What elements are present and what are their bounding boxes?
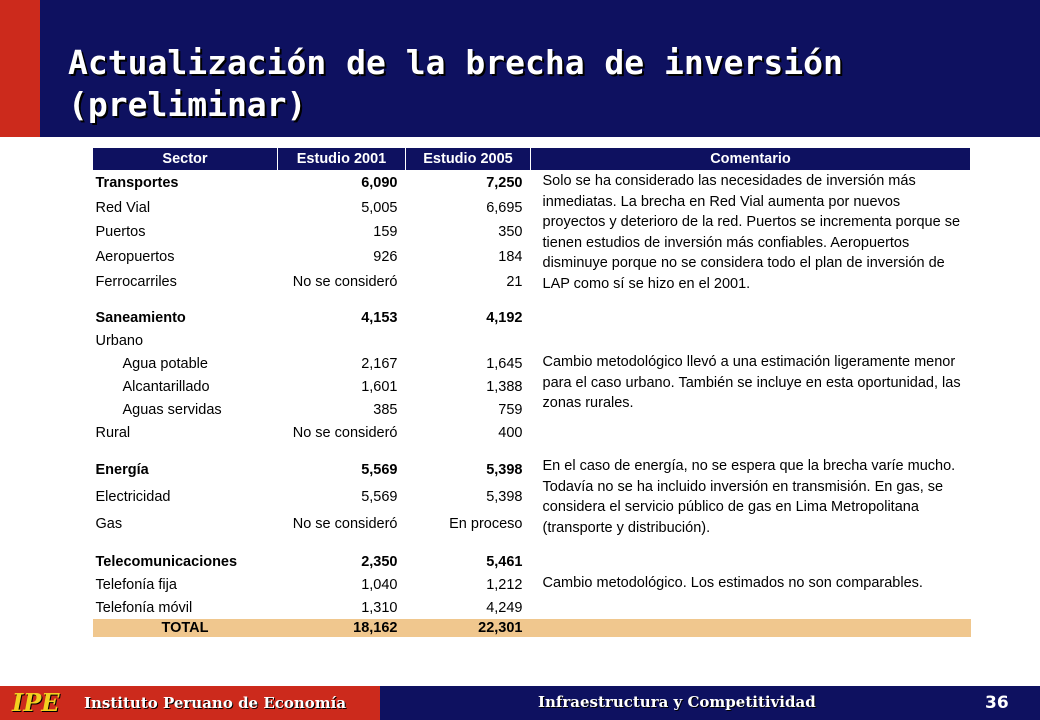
comment-transportes: Solo se ha considerado las necesidades de inversión más inmediatas. La brecha en Red Vial aumenta por nuevos proyectos y deterioro de la red. Puertos se incrementa porque se tienen estudios de inversión más confiables. Aeropuertos disminuye porque no se considera todo el plan de inversión de LAP como sí se hizo en el 2001. <box>542 173 961 292</box>
row-sector: Gas <box>95 516 123 533</box>
row-estudio-2005: 5,398 <box>486 461 523 478</box>
spacer-row <box>93 294 971 306</box>
total-estudio-2001: 18,162 <box>278 619 406 637</box>
comment-telecom: Cambio metodológico. Los estimados no son comparables. <box>542 575 923 591</box>
row-estudio-2005: 400 <box>498 424 523 441</box>
row-estudio-2001: No se consideró <box>292 424 398 441</box>
row-sector: Saneamiento <box>95 309 186 326</box>
slide-title-line1: Actualización de la brecha de inversión <box>68 43 843 82</box>
row-estudio-2001: 2,350 <box>361 553 398 570</box>
header-estudio-2001: Estudio 2001 <box>278 148 406 171</box>
row-estudio-2001: 4,153 <box>361 309 398 326</box>
row-estudio-2005: 350 <box>498 224 523 241</box>
header-sector: Sector <box>93 148 278 171</box>
row-estudio-2001: No se consideró <box>292 273 398 290</box>
row-sector: Agua potable <box>122 355 208 372</box>
row-estudio-2001: 926 <box>373 249 398 266</box>
section-name: Infraestructura y Competitividad <box>538 693 816 711</box>
row-estudio-2001: 1,040 <box>361 576 398 593</box>
row-estudio-2005: 7,250 <box>486 175 523 192</box>
table-row <box>93 352 971 375</box>
table-row <box>93 171 971 196</box>
row-estudio-2005: 5,461 <box>486 553 523 570</box>
table-row <box>93 456 971 483</box>
row-estudio-2005: 4,249 <box>486 599 523 616</box>
table-header-row <box>93 148 971 171</box>
total-row <box>93 619 971 637</box>
table-row <box>93 421 971 444</box>
table-row <box>93 329 971 352</box>
row-estudio-2005: 4,192 <box>486 309 523 326</box>
row-sector: Red Vial <box>95 199 151 216</box>
row-estudio-2005: 759 <box>498 401 523 418</box>
spacer-row <box>93 444 971 456</box>
total-label: TOTAL <box>93 619 278 637</box>
row-estudio-2001: No se consideró <box>292 516 398 533</box>
row-sector: Telecomunicaciones <box>95 553 238 570</box>
row-estudio-2001: 385 <box>373 401 398 418</box>
table-row <box>93 573 971 596</box>
ipe-logo: IPE <box>12 688 60 717</box>
row-sector: Aguas servidas <box>122 401 222 418</box>
row-estudio-2001: 5,569 <box>361 461 398 478</box>
row-estudio-2005: 21 <box>506 273 523 290</box>
row-sector: Urbano <box>95 332 144 349</box>
row-sector: Alcantarillado <box>122 378 210 395</box>
row-sector: Transportes <box>95 175 179 192</box>
row-estudio-2005: 184 <box>498 249 523 266</box>
investment-gap-table <box>92 147 971 637</box>
row-sector: Telefonía fija <box>95 576 177 593</box>
row-sector: Ferrocarriles <box>95 273 177 290</box>
row-estudio-2001: 159 <box>373 224 398 241</box>
row-sector: Telefonía móvil <box>95 599 193 616</box>
row-estudio-2005: En proceso <box>449 516 523 533</box>
header-accent-bar <box>0 0 40 137</box>
row-sector: Energía <box>95 461 149 478</box>
row-sector: Aeropuertos <box>95 249 175 266</box>
slide-title <box>68 42 1008 126</box>
row-estudio-2001: 5,569 <box>361 488 398 505</box>
comment-energia: En el caso de energía, no se espera que la brecha varíe mucho. Todavía no se ha incluido inversión en transmisión. En gas, se considera el servicio público de gas en Lima Metropolitana (transporte y distribución). <box>542 458 956 536</box>
row-estudio-2005: 6,695 <box>486 199 523 216</box>
spacer-row <box>93 538 971 550</box>
row-estudio-2001: 5,005 <box>361 199 398 216</box>
table-row <box>93 306 971 329</box>
row-estudio-2001: 2,167 <box>361 355 398 372</box>
row-estudio-2005: 1,388 <box>486 378 523 395</box>
page-number: 36 <box>985 693 1009 713</box>
row-sector: Electricidad <box>95 488 171 505</box>
row-estudio-2005: 1,645 <box>486 355 523 372</box>
row-sector: Puertos <box>95 224 146 241</box>
header-estudio-2005: Estudio 2005 <box>406 148 531 171</box>
row-sector: Rural <box>95 424 131 441</box>
row-estudio-2001: 6,090 <box>361 175 398 192</box>
comment-saneamiento: Cambio metodológico llevó a una estimación ligeramente menor para el caso urbano. También se incluye en esta oportunidad, las zonas rurales. <box>542 354 961 411</box>
institute-name: Instituto Peruano de Economía <box>84 694 347 712</box>
total-estudio-2005: 22,301 <box>406 619 531 637</box>
header-comentario: Comentario <box>531 148 971 171</box>
row-estudio-2005: 1,212 <box>486 576 523 593</box>
row-estudio-2001: 1,310 <box>361 599 398 616</box>
slide-title-line2: (preliminar) <box>68 85 307 124</box>
row-estudio-2005: 5,398 <box>486 488 523 505</box>
investment-gap-table-container <box>92 147 970 637</box>
comment-empty <box>531 306 971 329</box>
row-estudio-2001: 1,601 <box>361 378 398 395</box>
table-row <box>93 550 971 573</box>
